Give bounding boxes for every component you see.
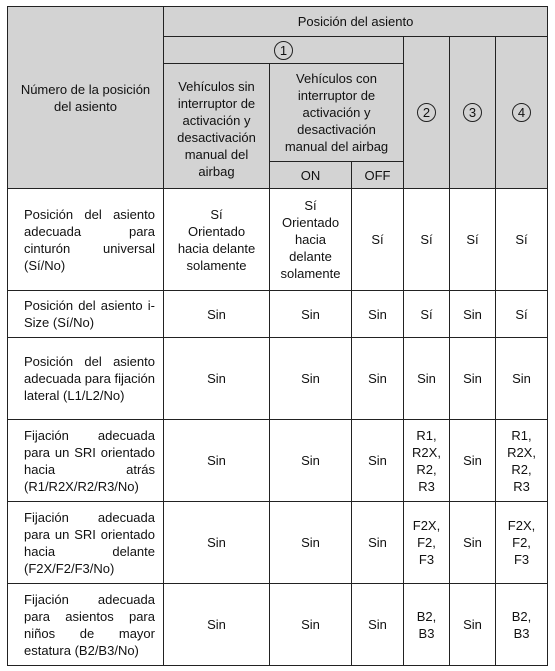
- on-header: [270, 162, 352, 189]
- no-switch-header-text: Vehículos sin interruptor de activación y desactivación manual del airbag: [177, 79, 256, 179]
- cell-position-2: Sí: [404, 291, 450, 338]
- cell-position-2: B2, B3: [404, 584, 450, 666]
- cell-off: Sin: [352, 502, 404, 584]
- row-label: Fijación adecuada para un SRI orientado hacia atrás (R1/R2X/R2/R3/No): [8, 420, 164, 502]
- no-switch-header: [164, 64, 270, 189]
- table-row: [8, 338, 548, 420]
- row-label-header: [8, 7, 164, 189]
- cell-no-switch: Sin: [164, 420, 270, 502]
- position-3-header: [450, 37, 496, 189]
- cell-position-3: Sin: [450, 502, 496, 584]
- position-2-header: [404, 37, 450, 189]
- seat-position-table-container: [7, 6, 548, 666]
- cell-on: Sin: [270, 291, 352, 338]
- position-4-header: [496, 37, 548, 189]
- cell-on: Sin: [270, 338, 352, 420]
- position-1-header: [164, 37, 404, 64]
- cell-on: Sin: [270, 584, 352, 666]
- cell-position-2: Sin: [404, 338, 450, 420]
- position-4-marker: 4: [512, 103, 531, 122]
- cell-position-2: F2X, F2, F3: [404, 502, 450, 584]
- cell-off: Sin: [352, 291, 404, 338]
- cell-position-3: Sin: [450, 420, 496, 502]
- cell-on: Sí Orientado hacia delante solamente: [270, 189, 352, 291]
- cell-off: Sí: [352, 189, 404, 291]
- cell-position-4: Sin: [496, 338, 548, 420]
- position-2-marker: 2: [417, 103, 436, 122]
- cell-off: Sin: [352, 338, 404, 420]
- cell-off: Sin: [352, 584, 404, 666]
- row-label: Posición del asiento i-Size (Sí/No): [8, 291, 164, 338]
- table-row: [8, 584, 548, 666]
- cell-position-2: R1, R2X, R2, R3: [404, 420, 450, 502]
- row-label: Fijación adecuada para asientos para niños de mayor estatura (B2/B3/No): [8, 584, 164, 666]
- cell-on: Sin: [270, 502, 352, 584]
- seat-position-table: [7, 6, 548, 666]
- cell-on: Sin: [270, 420, 352, 502]
- table-row: [8, 291, 548, 338]
- off-header-text: OFF: [364, 167, 391, 183]
- cell-position-4: B2, B3: [496, 584, 548, 666]
- cell-position-4: R1, R2X, R2, R3: [496, 420, 548, 502]
- cell-position-3: Sin: [450, 584, 496, 666]
- table-row: [8, 189, 548, 291]
- position-1-marker: 1: [274, 41, 293, 60]
- row-label: Posición del asiento adecuada para fijación lateral (L1/L2/No): [8, 338, 164, 420]
- seat-position-group-header-text: Posición del asiento: [297, 14, 414, 29]
- with-switch-header-text: Vehículos con interruptor de activación y desactivación manual del airbag: [284, 71, 389, 154]
- table-row: [8, 420, 548, 502]
- cell-no-switch: Sin: [164, 502, 270, 584]
- cell-no-switch: Sí Orientado hacia delante solamente: [164, 189, 270, 291]
- cell-off: Sin: [352, 420, 404, 502]
- cell-position-4: Sí: [496, 291, 548, 338]
- seat-position-group-header: [164, 7, 548, 37]
- cell-position-3: Sin: [450, 291, 496, 338]
- row-label-header-text: Número de la posición del asiento: [20, 81, 151, 114]
- cell-position-2: Sí: [404, 189, 450, 291]
- cell-position-4: F2X, F2, F3: [496, 502, 548, 584]
- cell-no-switch: Sin: [164, 291, 270, 338]
- row-label: Fijación adecuada para un SRI orientado hacia delante (F2X/F2/F3/No): [8, 502, 164, 584]
- with-switch-header: [270, 64, 404, 162]
- row-label: Posición del asiento adecuada para cinturón universal (Sí/No): [8, 189, 164, 291]
- off-header: [352, 162, 404, 189]
- cell-no-switch: Sin: [164, 338, 270, 420]
- cell-position-3: Sin: [450, 338, 496, 420]
- cell-position-3: Sí: [450, 189, 496, 291]
- table-row: [8, 502, 548, 584]
- on-header-text: ON: [300, 167, 321, 183]
- position-3-marker: 3: [463, 103, 482, 122]
- cell-position-4: Sí: [496, 189, 548, 291]
- cell-no-switch: Sin: [164, 584, 270, 666]
